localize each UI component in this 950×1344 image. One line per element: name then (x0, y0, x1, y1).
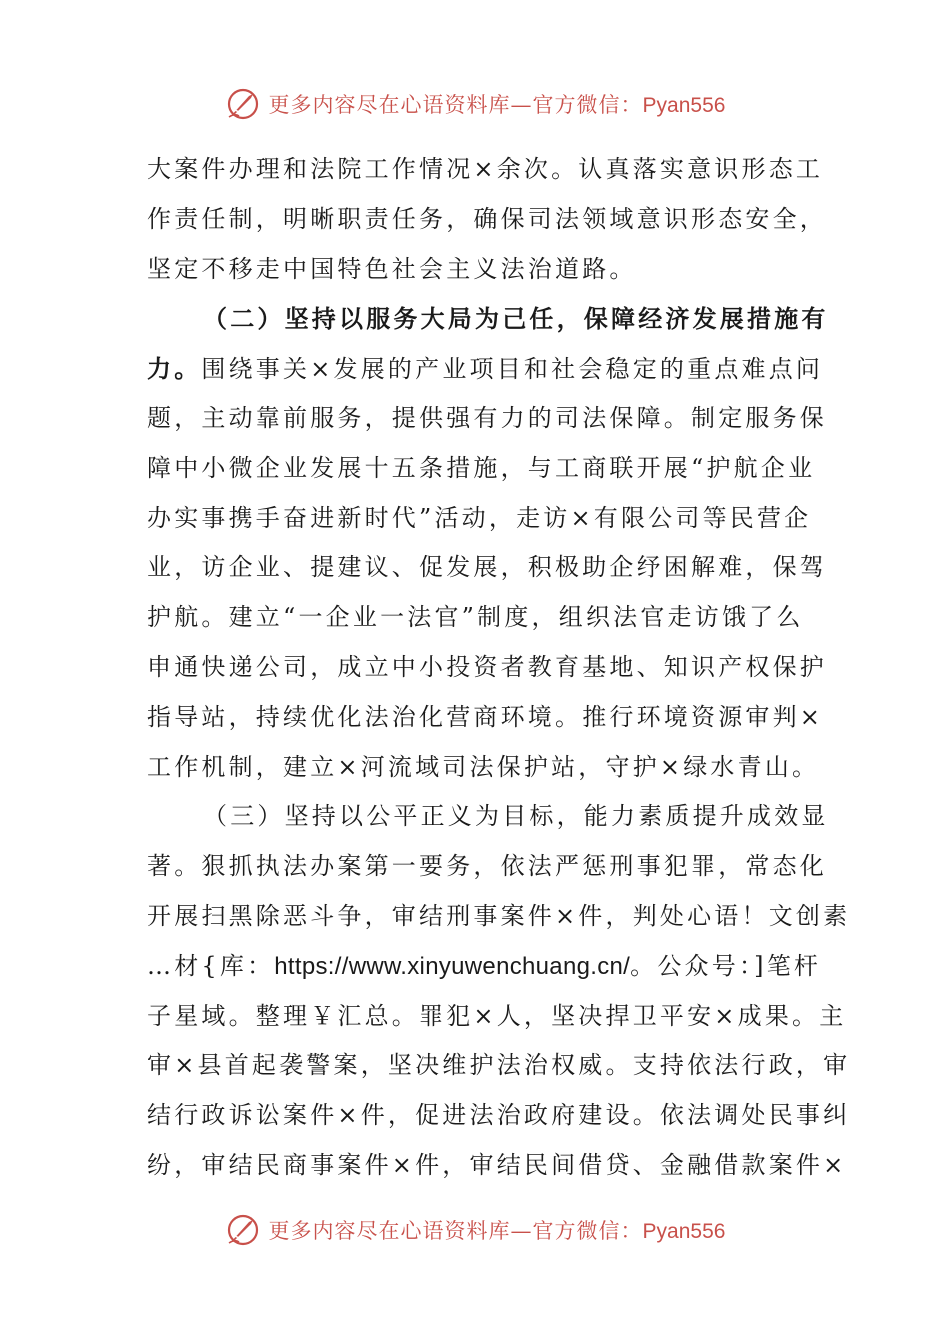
text-line: 力。围绕事关×发展的产业项目和社会稳定的重点难点问 (147, 354, 824, 384)
text-line: 审×县首起袭警案，坚决维护法治权威。支持依法行政，审 (147, 1051, 851, 1080)
text-line: …材{库：https://www.xinyuwenchuang.cn/。公众号：]笔杆 (147, 951, 822, 980)
section-heading-2: （二）坚持以服务大局为己任，保障经济发展措施有 (203, 304, 829, 334)
text-line: 申通快递公司，成立中小投资者教育基地、知识产权保护 (147, 652, 827, 681)
text-line: 大案件办理和法院工作情况×余次。认真落实意识形态工 (147, 155, 824, 183)
website-url: https://www.xinyuwenchuang.cn/ (274, 952, 631, 980)
text-line: 护航。建立“一企业一法官”制度，组织法官走访饿了么 (147, 603, 804, 632)
text-line: 开展扫黑除恶斗争，审结刑事案件×件，判处心语！文创素 (147, 901, 851, 930)
footer-wechat-id: Pyan556 (642, 1220, 726, 1243)
header-banner-text: 更多内容尽在心语资料库—官方微信：Pyan556 (268, 93, 726, 117)
text-line: 业，访企业、提建议、促发展，积极助企纾困解难，保驾 (147, 553, 827, 582)
text-line: 作责任制，明晰职责任务，确保司法领域意识形态安全， (147, 204, 827, 233)
text-line: 著。狠抓执法办案第一要务，依法严惩刑事犯罪，常态化 (147, 852, 827, 881)
section-heading-2-end: 力。 (147, 354, 202, 384)
text-line: 题，主动靠前服务，提供强有力的司法保障。制定服务保 (147, 403, 827, 432)
text-line: 结行政诉讼案件×件，促进法治政府建设。依法调处民事纠 (147, 1101, 851, 1130)
quill-logo-icon (225, 86, 261, 122)
text-line: 办实事携手奋进新时代”活动，走访×有限公司等民营企 (147, 503, 812, 532)
footer-banner-text: 更多内容尽在心语资料库—官方微信：Pyan556 (268, 1219, 726, 1243)
header-wechat-id: Pyan556 (642, 94, 726, 117)
header-banner (0, 82, 950, 126)
text-line: 坚定不移走中国特色社会主义法治道路。 (147, 254, 637, 283)
footer-banner (0, 1208, 950, 1252)
text-line: 障中小微企业发展十五条措施，与工商联开展“护航企业 (147, 453, 816, 482)
quill-logo-icon (225, 1212, 261, 1248)
text-line: 子星域。整理￥汇总。罪犯×人，坚决捍卫平安×成果。主 (147, 1001, 847, 1030)
section-heading-3: （三）坚持以公平正义为目标，能力素质提升成效显 (203, 802, 829, 831)
text-line: 工作机制，建立×河流域司法保护站，守护×绿水青山。 (147, 752, 820, 781)
text-line: 指导站，持续优化法治化营商环境。推行环境资源审判× (147, 702, 824, 731)
document-body (147, 145, 851, 1191)
text-line: 纷，审结民商事案件×件，审结民间借贷、金融借款案件× (147, 1150, 847, 1179)
